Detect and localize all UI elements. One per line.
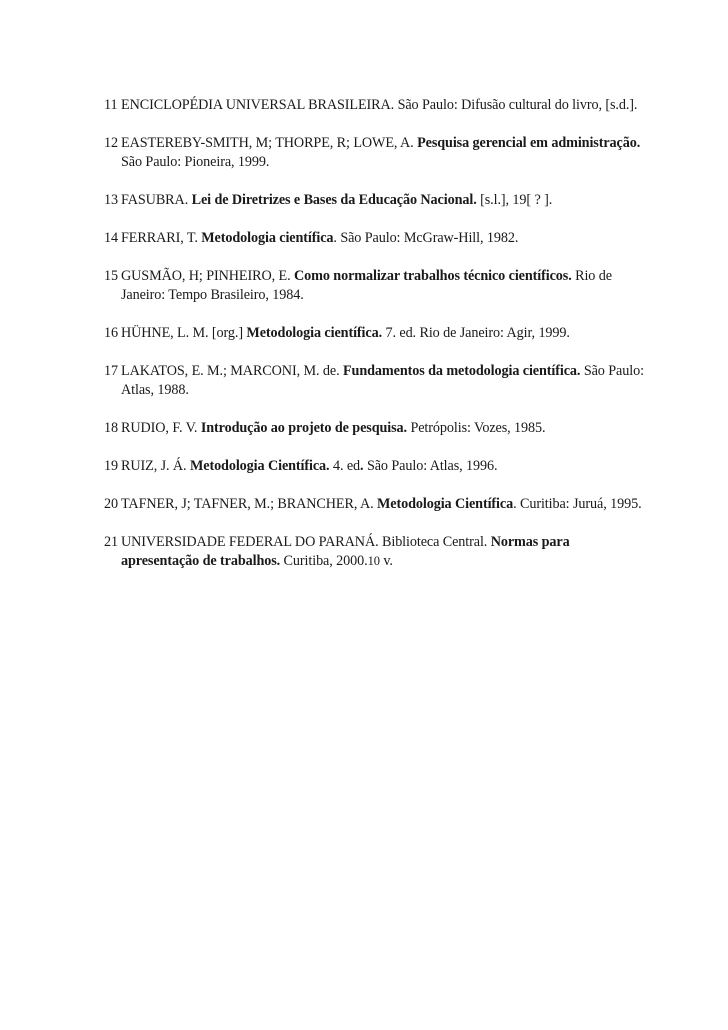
reference-title: Fundamentos da metodologia científica. [342, 363, 581, 379]
reference-item [104, 362, 649, 400]
reference-text: FASUBRA. [121, 192, 192, 208]
reference-title: Lei de Diretrizes e Bases da Educação Nacional. [191, 192, 477, 208]
reference-item [104, 96, 649, 115]
reference-title: Metodologia científica [201, 230, 334, 246]
reference-text: São Paulo: Atlas, 1996. [363, 458, 498, 474]
reference-item [104, 533, 649, 571]
reference-text: Curitiba, 2000. [280, 553, 368, 569]
reference-item [104, 229, 649, 248]
reference-text: [s.l.], 19[ ? ]. [476, 192, 553, 208]
reference-number: 16 [104, 325, 118, 341]
reference-text: UNIVERSIDADE FEDERAL DO PARANÁ. Biblioteca Central. [121, 534, 491, 550]
reference-item [104, 267, 649, 305]
reference-text: ENCICLOPÉDIA UNIVERSAL BRASILEIRA. São Paulo: Difusão cultural do livro, [s.d.]. [121, 97, 638, 113]
reference-text: HÜHNE, L. M. [org.] [121, 325, 247, 341]
reference-text: LAKATOS, E. M.; MARCONI, M. de. [121, 363, 343, 379]
reference-text: EASTEREBY-SMITH, M; THORPE, R; LOWE, A. [121, 135, 418, 151]
reference-number: 11 [104, 97, 118, 113]
reference-text: 7. ed. Rio de Janeiro: Agir, 1999. [382, 325, 570, 341]
reference-title: Metodologia Científica [376, 496, 514, 512]
reference-item [104, 134, 649, 172]
reference-text: v. [379, 553, 393, 569]
reference-text: São Paulo: Pioneira, 1999. [121, 154, 270, 170]
reference-text: Petrópolis: Vozes, 1985. [407, 420, 546, 436]
reference-text: Rio de Janeiro: Tempo Brasileiro, 1984. [121, 268, 612, 303]
reference-title: Metodologia Científica. [189, 458, 330, 474]
reference-number: 17 [104, 363, 118, 379]
reference-item [104, 191, 649, 210]
reference-text: GUSMÃO, H; PINHEIRO, E. [121, 268, 294, 284]
reference-number: 20 [104, 496, 118, 512]
reference-number: 13 [104, 192, 118, 208]
reference-title: Metodologia científica. [246, 325, 383, 341]
reference-title: Como normalizar trabalhos técnico científicos. [293, 268, 572, 284]
reference-text: TAFNER, J; TAFNER, M.; BRANCHER, A. [121, 496, 377, 512]
reference-number: 19 [104, 458, 118, 474]
reference-text: 10 [367, 554, 380, 568]
reference-item [104, 324, 649, 343]
reference-text: FERRARI, T. [121, 230, 202, 246]
reference-text: RUIZ, J. Á. [121, 458, 190, 474]
reference-item [104, 457, 649, 476]
reference-text: São Paulo: Atlas, 1988. [121, 363, 644, 398]
reference-title: Normas para apresentação de trabalhos. [121, 534, 570, 569]
reference-number: 15 [104, 268, 118, 284]
reference-item [104, 495, 649, 514]
reference-number: 18 [104, 420, 118, 436]
reference-text: . São Paulo: McGraw-Hill, 1982. [333, 230, 519, 246]
reference-number: 12 [104, 135, 118, 151]
reference-text: RUDIO, F. V. [121, 420, 201, 436]
reference-title: . [360, 458, 364, 474]
reference-item [104, 419, 649, 438]
reference-list [104, 96, 649, 590]
reference-title: Introdução ao projeto de pesquisa. [200, 420, 407, 436]
reference-number: 21 [104, 534, 118, 550]
reference-text: 4. ed [329, 458, 361, 474]
reference-number: 14 [104, 230, 118, 246]
reference-title: Pesquisa gerencial em administração. [417, 135, 641, 151]
reference-text: . Curitiba: Juruá, 1995. [513, 496, 642, 512]
